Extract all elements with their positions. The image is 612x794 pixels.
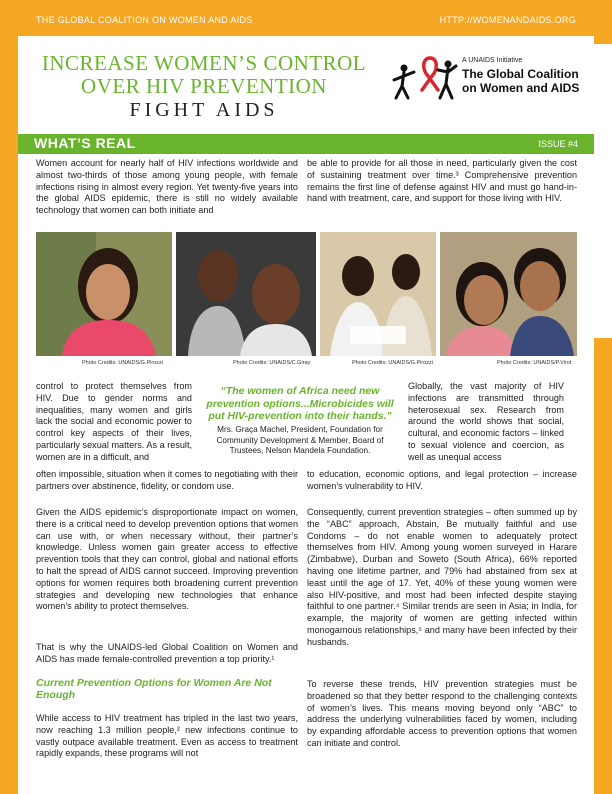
quote-attribution: Mrs. Graça Machel, President, Foundation for Community Development & Member, Board of Trustees, Nelson Mandela Foundation. xyxy=(216,425,384,455)
logo-name-line-2: on Women and AIDS xyxy=(462,81,580,95)
photo-students xyxy=(320,232,436,356)
ribbon-figures-icon xyxy=(392,54,458,106)
section-subheading: Current Prevention Options for Women Are Not Enough xyxy=(36,677,272,701)
photo-credit-1: Photo Credits: UNAIDS/G.Pirozzi xyxy=(82,360,163,366)
photo-two-women-image xyxy=(176,232,316,356)
body-left-paragraph-1: Given the AIDS epidemic’s disproportionate impact on women, there is a critical need to develop prevention options that women can use with, or when necessary without, their partner’s knowledge. Unless women gain greater access to effective prevention tools that they can control, global and national efforts to halt the spread of AIDS cannot succeed. Improving prevention options for women requires both broadening current prevention strategies and developing new technologies that enhance women’s ability to protect themselves. xyxy=(36,507,298,612)
left-accent-strip xyxy=(0,44,18,794)
logo-initiative: A UNAIDS Initiative xyxy=(462,57,523,64)
photo-credit-2: Photo Credits: UNAIDS/C.Giray xyxy=(233,360,311,366)
title-line-2: OVER HIV PREVENTION xyxy=(81,74,327,98)
pull-quote: “The women of Africa need new prevention options...Microbicides will put HIV-prevention into their hands.” xyxy=(206,385,394,422)
page-subtitle: FIGHT AIDS xyxy=(129,99,279,121)
middle-right-text: Globally, the vast majority of HIV infections are transmitted through heterosexual sex. Research from around the world shows that social, cultural, and economic factors – linked to sexual violence and coercion, as well as unequal access xyxy=(408,381,564,462)
intro-right-text: be able to provide for all those in need, particularly given the cost of sustaining treatment over time.³ Comprehensive prevention remains the first line of defense against HIV and must go hand-in-hand with treatment, care, and support for those living with HIV. xyxy=(307,158,577,204)
photo-young-couple-image xyxy=(440,232,577,356)
intro-left-text: Women account for nearly half of HIV infections worldwide and almost two-thirds of those among young people, with female infections rising in almost every region. Yet twenty-five years into the global AIDS epidemic, there is still no widely available technology that women can both initiate and xyxy=(36,158,298,216)
logo-name xyxy=(462,67,579,95)
logo-name-line-1: The Global Coalition xyxy=(462,67,579,81)
issue-number: ISSUE #4 xyxy=(538,139,578,149)
title-line-1: INCREASE WOMEN’S CONTROL xyxy=(41,51,367,75)
body-right-paragraph-1: Consequently, current prevention strategies – often summed up by the “ABC” approach, Abstain, Be mutually faithful and use Condoms – do not enable women to adequately protect themselves from HIV. Among young women surveyed in Harare (Zimbabwe), Durban and Soweto (South Africa), 66% reported having one lifetime partner, and 79% had abstained from sex at least until the age of 17. Yet, 40% of these young women were also HIV-positive, and most had been infected despite staying faithful to one partner.⁴ Similar trends are seen in Asia; in India, for example, the majority of women are getting infected within monogamous relationships,⁵ and many have been infected by their husbands. xyxy=(307,507,577,647)
photo-students-image xyxy=(320,232,436,356)
photo-young-couple xyxy=(440,232,577,356)
middle-left-text: control to protect themselves from HIV. Due to gender norms and inequalities, many women and girls lack the social and economic power to control key aspects of their lives, particularly sexual matters. As a result, women are in a difficult, and xyxy=(36,381,192,462)
middle-left-continued: often impossible, situation when it comes to negotiating with their partners over abstinence, fidelity, or condom use. xyxy=(36,469,298,491)
photo-two-women xyxy=(176,232,316,356)
photo-credit-4: Photo Credits: UNAIDS/P.Virot xyxy=(497,360,572,366)
middle-right-continued: to education, economic options, and legal protection – increase women’s vulnerability to HIV. xyxy=(307,469,577,491)
body-left-paragraph-2: That is why the UNAIDS-led Global Coalition on Women and AIDS has made female-controlled prevention a top priority.¹ xyxy=(36,642,298,664)
section-bar xyxy=(18,134,594,154)
photo-credit-3: Photo Credits: UNAIDS/G.Pirozzi xyxy=(352,360,433,366)
photo-woman-portrait xyxy=(36,232,172,356)
photo-woman-portrait-image xyxy=(36,232,172,356)
coalition-logo xyxy=(392,54,582,106)
body-left-paragraph-3: While access to HIV treatment has tripled in the last two years, now reaching 1.3 million people,² new infections continue to vastly outpace available treatment. Even as access to treatment rapidly expands, these programs will not xyxy=(36,713,298,759)
right-accent-strip xyxy=(594,338,612,794)
body-right-paragraph-2: To reverse these trends, HIV prevention strategies must be broadened so that they better respond to the challenging contexts of women’s lives. This means moving beyond only “ABC” to address the underlying vulnerabilities faced by women, including by expanding affordable access to prevention options that women can initiate and control. xyxy=(307,679,577,748)
section-label: WHAT’S REAL xyxy=(34,135,136,151)
org-name: THE GLOBAL COALITION ON WOMEN AND AIDS xyxy=(36,15,253,25)
website-url[interactable]: HTTP://WOMENANDAIDS.ORG xyxy=(439,15,576,25)
page-title xyxy=(34,52,374,98)
